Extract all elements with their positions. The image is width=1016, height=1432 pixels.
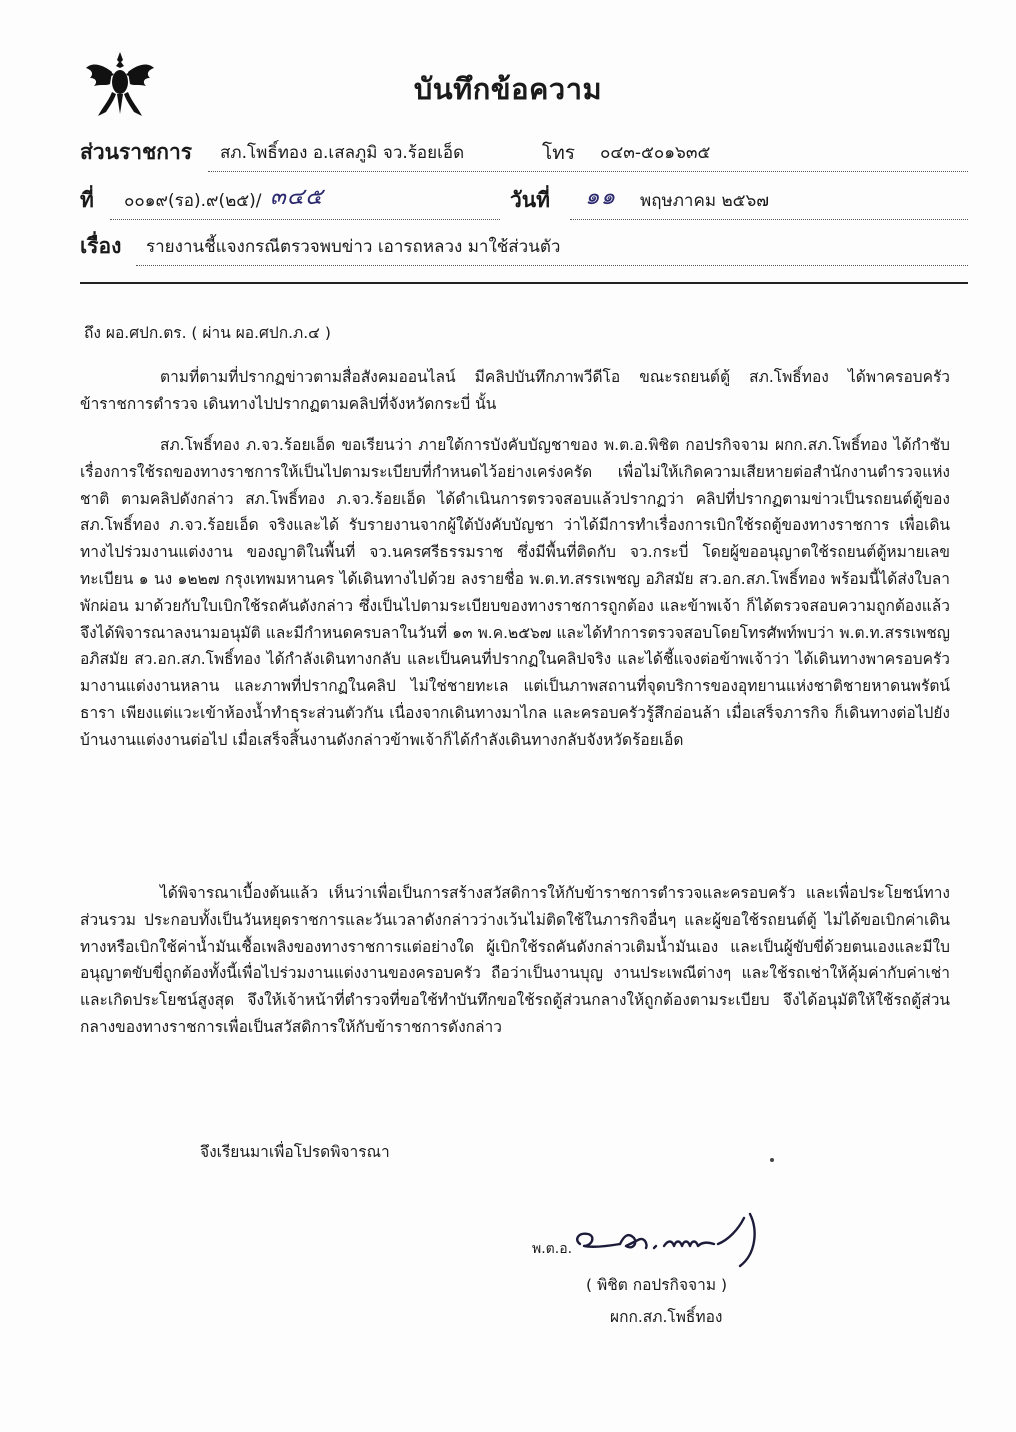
recipient-line: ถึง ผอ.ศปก.ตร. ( ผ่าน ผอ.ศปก.ภ.๔ ) xyxy=(84,324,331,342)
date-day: ๑๑ xyxy=(585,184,617,210)
phone-value: ๐๔๓-๕๐๑๖๓๕ xyxy=(600,143,711,163)
body-paragraph-3 xyxy=(80,880,950,1041)
body-paragraph-1 xyxy=(80,364,950,418)
signature-rank-prefix: พ.ต.อ. xyxy=(532,1241,573,1257)
subject-value: รายงานชี้แจงกรณีตรวจพบข่าว เอารถหลวง มาใช้ส่วนตัว xyxy=(146,237,561,257)
paragraph-text: ตามที่ตามที่ปรากฏข่าวตามสื่อสังคมออนไลน์ มีคลิปบันทึกภาพวีดีโอ ขณะรถยนต์ตู้ สภ.โพธิ์ทอง ได้พาครอบครัวข้าราชการตำรวจ เดินทางไปปรากฏตามคลิปที่จังหวัดกระบี่ นั้น xyxy=(80,368,950,413)
ink-dot xyxy=(770,1158,774,1162)
subject-dotted-line xyxy=(136,265,968,266)
body-paragraph-2 xyxy=(80,432,950,754)
signer-name: ( พิชิต กอปรกิจจาม ) xyxy=(586,1276,728,1294)
ref-label: ที่ xyxy=(80,188,94,212)
agency-label: ส่วนราชการ xyxy=(80,140,193,164)
document-title: บันทึกข้อความ xyxy=(413,72,603,106)
date-label: วันที่ xyxy=(510,188,550,212)
ref-handwritten-number: ๓๔๕ xyxy=(270,184,324,210)
date-month-year: พฤษภาคม ๒๕๖๗ xyxy=(640,191,770,211)
ref-value: ๐๐๑๙(รอ).๙(๒๕)/ xyxy=(124,191,262,211)
signer-position: ผกก.สภ.โพธิ์ทอง xyxy=(610,1308,723,1326)
agency-row xyxy=(80,138,968,172)
agency-dotted-line xyxy=(208,171,968,172)
paragraph-text: ได้พิจารณาเบื้องต้นแล้ว เห็นว่าเพื่อเป็นการสร้างสวัสดิการให้กับข้าราชการตำรวจและครอบครัว และเพื่อประโยชน์ทางส่วนรวม ประกอบทั้งเป็นวันหยุดราชการและวันเวลาดังกล่าวว่างเว้นไม่ติดใช้ในภารกิจอื่นๆ และผู้ขอใช้รถยนต์ตู้ ไม่ได้ขอเบิกค่าเดินทางหรือเบิกใช้ค่าน้ำมันเชื้อเพลิงของทางราชการแต่อย่างใด ผู้เบิกใช้รถคันดังกล่าวเติมน้ำมันเอง และเป็นผู้ขับขี่ด้วยตนเองและมีใบอนุญาตขับขี่ถูกต้องทั้งนี้เพื่อไปร่วมงานแต่งงานของครอบครัว ถือว่าเป็นงานบุญ งานประเพณีต่างๆ และใช้รถเช่าให้คุ้มค่ากับค่าเช่าและเกิดประโยชน์สูงสุด จึงให้เจ้าหน้าที่ตำรวจที่ขอใช้ทำบันทึกขอใช้รถตู้ส่วนกลางให้ถูกต้องตามระเบียบ จึงได้อนุมัติให้ใช้รถตู้ส่วนกลางของทางราชการเพื่อเป็นสวัสดิการให้กับข้าราชการดังกล่าว xyxy=(80,884,950,1036)
ref-dotted-line xyxy=(110,219,500,220)
subject-label: เรื่อง xyxy=(80,234,122,258)
header-divider xyxy=(80,282,968,284)
reference-row xyxy=(80,186,968,220)
handwritten-signature xyxy=(568,1210,788,1270)
agency-value: สภ.โพธิ์ทอง อ.เสลภูมิ จว.ร้อยเอ็ด xyxy=(220,143,465,163)
phone-label: โทร xyxy=(542,142,575,164)
closing-line: จึงเรียนมาเพื่อโปรดพิจารณา xyxy=(200,1143,390,1161)
date-dotted-line xyxy=(570,219,968,220)
paragraph-text: สภ.โพธิ์ทอง ภ.จว.ร้อยเอ็ด ขอเรียนว่า ภายใต้การบังคับบัญชาของ พ.ต.อ.พิชิต กอปรกิจจาม ผกก.สภ.โพธิ์ทอง ได้กำชับเรื่องการใช้รถของทางราชการให้เป็นไปตามระเบียบที่กำหนดไว้อย่างเคร่งครัด เพื่อไม่ให้เกิดความเสียหายต่อสำนักงานตำรวจแห่งชาติ ตามคลิปดังกล่าว สภ.โพธิ์ทอง ภ.จว.ร้อยเอ็ด ได้ดำเนินการตรวจสอบแล้วปรากฏว่า คลิปที่ปรากฏตามข่าวเป็นรถยนต์ตู้ของ สภ.โพธิ์ทอง ภ.จว.ร้อยเอ็ด จริงและได้ รับรายงานจากผู้ใต้บังคับบัญชา ว่าได้มีการทำเรื่องการเบิกใช้รถตู้ของทางราชการ เพื่อเดินทางไปร่วมงานแต่งงาน ของญาติในพื้นที่ จว.นครศรีธรรมราช ซึ่งมีพื้นที่ติดกับ จว.กระบี่ โดยผู้ขออนุญาตใช้รถยนต์ตู้หมายเลขทะเบียน ๑ นง ๑๒๒๗ กรุงเทพมหานคร ได้เดินทางไปด้วย ลงรายชื่อ พ.ต.ท.สรรเพชญ อภิสมัย สว.อก.สภ.โพธิ์ทอง พร้อมนี้ได้ส่งใบลาพักผ่อน มาด้วยกับใบเบิกใช้รถคันดังกล่าว ซึ่งเป็นไปตามระเบียบของทางราชการถูกต้อง และข้าพเจ้า ก็ได้ตรวจสอบความถูกต้องแล้ว จึงได้พิจารณาลงนามอนุมัติ และมีกำหนดครบลาในวันที่ ๑๓ พ.ค.๒๕๖๗ และได้ทำการตรวจสอบโดยโทรศัพท์พบว่า พ.ต.ท.สรรเพชญ อภิสมัย สว.อก.สภ.โพธิ์ทอง ได้กำลังเดินทางกลับ และเป็นคนที่ปรากฏในคลิปจริง และได้ชี้แจงต่อข้าพเจ้าว่า ได้เดินทางพาครอบครัวมางานแต่งงานหลาน และภาพที่ปรากฏในคลิป ไม่ใช่ชายทะเล แต่เป็นภาพสถานที่จุดบริการของอุทยานแห่งชาติชายหาดนพรัตน์ธารา เพียงแต่แวะเข้าห้องน้ำทำธุระส่วนตัวกัน เนื่องจากเดินทางมาไกล และครอบครัวรู้สึกอ่อนล้า เมื่อเสร็จภารกิจ ก็เดินทางต่อไปยังบ้านงานแต่งงานต่อไป เมื่อเสร็จสิ้นงานดังกล่าวข้าพเจ้าก็ได้กำลังเดินทางกลับจังหวัดร้อยเอ็ด xyxy=(80,436,950,749)
subject-row xyxy=(80,232,968,266)
